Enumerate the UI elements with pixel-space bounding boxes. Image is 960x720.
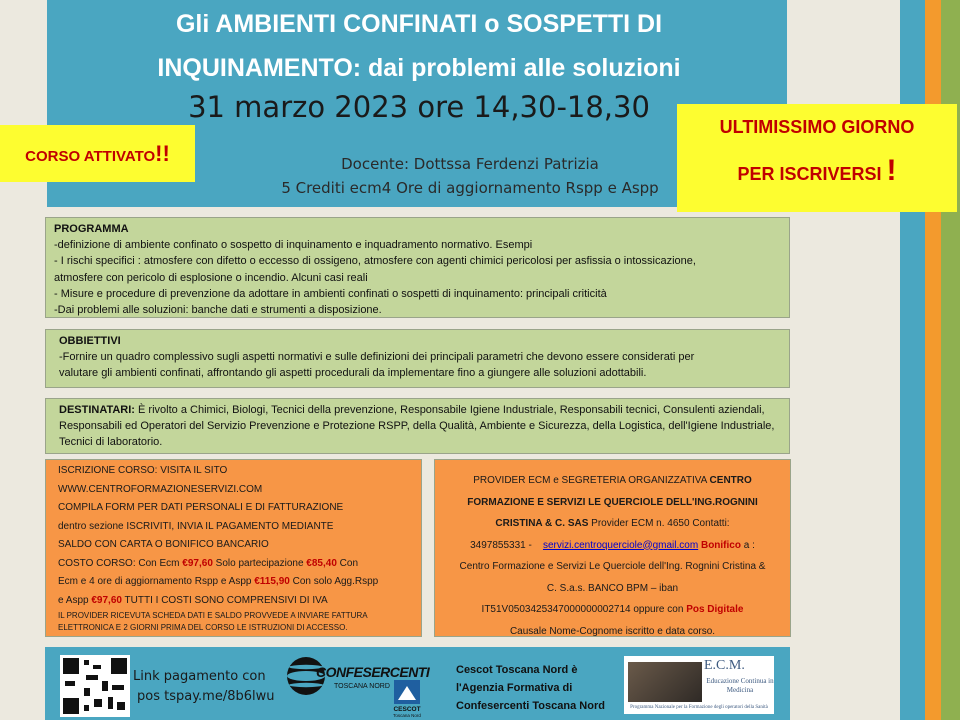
- corso-attivato-bang: !!: [155, 141, 170, 166]
- provider-name: CRISTINA & C. SAS: [495, 518, 589, 529]
- course-date: 31 marzo 2023 ore 14,30-18,30: [188, 90, 650, 124]
- programma-line: - I rischi specifici : atmosfere con difetto o eccesso di ossigeno, atmosfere con agenti chimici pericolosi per asfissia o intossicazione,: [54, 255, 696, 268]
- provider-text: a :: [740, 539, 755, 551]
- payment-link[interactable]: [133, 667, 283, 707]
- corso-attivato-label: CORSO ATTIVATO: [25, 148, 156, 165]
- ecm-photo-image: [628, 662, 702, 702]
- provider-text: Provider ECM n. 4650 Contatti:: [588, 518, 730, 529]
- cescot-description: [456, 661, 621, 715]
- ecm-bottom-text: Programma Nazionale per la Formazione degli operatori della Sanità: [630, 705, 768, 710]
- costo-line: [58, 555, 409, 574]
- programma-heading: PROGRAMMA: [54, 223, 129, 235]
- iscrizione-line: ISCRIZIONE CORSO: VISITA IL SITO: [58, 465, 228, 476]
- page-title: [60, 2, 778, 90]
- ecm-subtitle: Educazione Continua in Medicina: [706, 677, 774, 694]
- email-link[interactable]: servizi.centroquerciole@gmail.com: [542, 539, 699, 551]
- destinatari-text: È rivolto a Chimici, Biologi, Tecnici della prevenzione, Responsabile Igiene Industriale, Responsabili tecnici, Consulenti aziendali, Responsabili ed Operatori del Servizio Prevenzione e Protezione RSPP, della Qualità, Ambiente e Sicurezza, della Logistica, dell'Igiene Industriale, Tecnici di laboratorio.: [59, 404, 775, 449]
- provider-note: IL PROVIDER RICEVUTA SCHEDA DATI E SALDO PROVVEDE A INVIARE FATTURA: [58, 611, 368, 620]
- phone-number: 3497855331 -: [470, 539, 532, 551]
- provider-line: [445, 513, 780, 535]
- provider-note: ELETTRONICA E 2 GIORNI PRIMA DEL CORSO LE ISTRUZIONI DI ACCESSO.: [58, 623, 348, 632]
- payment-link-line: Link pagamento con: [133, 669, 266, 684]
- price-rspp: €97,60: [91, 594, 122, 606]
- obiettivi-line: valutare gli ambienti confinati, affrontando gli aspetti procedurali da implementare fino a giungere alle soluzioni adottabili.: [59, 367, 647, 380]
- payment-link-url[interactable]: pos tspay.me/8b6lwu: [137, 689, 275, 704]
- last-day-bang: !: [886, 154, 897, 187]
- cescot-sub: Toscana Nord: [393, 713, 421, 718]
- iscrizione-box: [45, 459, 422, 637]
- provider-line: Centro Formazione e Servizi Le Querciole dell'Ing. Rognini Cristina &: [459, 561, 766, 572]
- obiettivi-line: -Fornire un quadro complessivo sugli aspetti normativi e sulle definizioni dei principali parametri che devono essere considerati per: [59, 351, 695, 364]
- costo-text: TUTTI I COSTI SONO COMPRENSIVI DI IVA: [121, 594, 328, 606]
- costo-text: Con: [336, 557, 359, 569]
- costo-text: Ecm e 4 ore di aggiornamento Rspp e Aspp: [58, 576, 255, 587]
- provider-name: CENTRO: [709, 475, 752, 486]
- programma-box: [45, 217, 790, 318]
- programma-line: atmosfere con pericolo di esplosione o incendio. Alcuni casi reali: [54, 271, 368, 284]
- cescot-logo: [392, 678, 422, 718]
- cescot-name: CESCOT: [393, 706, 421, 713]
- costo-line: [58, 592, 409, 611]
- provider-line: Causale Nome-Cognome iscritto e data corso.: [509, 625, 716, 637]
- price-participation: €85,40: [306, 557, 337, 569]
- costo-text: Con solo Agg.Rspp: [289, 576, 379, 587]
- docente-text: Docente: Dottssa Ferdenzi Patrizia: [341, 155, 599, 173]
- crediti-text: 5 Crediti ecm4 Ore di aggiornamento Rspp e Aspp: [281, 179, 659, 197]
- costo-line: [58, 573, 409, 592]
- costo-text: COSTO CORSO: Con Ecm: [58, 557, 183, 569]
- contact-line: [445, 535, 780, 557]
- obiettivi-heading: OBBIETTIVI: [59, 335, 121, 347]
- programma-line: -definizione di ambiente confinato o sospetto di inquinamento e inquadramento normativo. Esempi: [54, 239, 533, 252]
- costo-text: Solo partecipazione: [212, 557, 307, 569]
- provider-name: FORMAZIONE E SERVIZI LE QUERCIOLE DELL'ING.ROGNINI: [467, 496, 758, 508]
- costo-text: e Aspp: [58, 594, 92, 606]
- ecm-title: E.C.M.: [704, 658, 745, 673]
- last-day-badge: [677, 104, 957, 212]
- title-line-1: Gli AMBIENTI CONFINATI o SOSPETTI DI: [175, 10, 663, 38]
- iban-text: IT51V0503425347000000002714 oppure con: [481, 604, 687, 615]
- iban-line: [445, 599, 780, 621]
- last-day-line-1: ULTIMISSIMO GIORNO: [719, 117, 915, 137]
- iscrizione-line: dentro sezione ISCRIVITI, INVIA IL PAGAMENTO MEDIANTE: [58, 520, 334, 532]
- pos-label: Pos Digitale: [686, 604, 744, 615]
- bonifico-label: Bonifico: [698, 539, 741, 551]
- provider-box: [434, 459, 791, 637]
- confesercenti-sub: TOSCANA NORD: [334, 683, 390, 690]
- destinatari-heading: DESTINATARI:: [59, 404, 135, 416]
- title-line-2: INQUINAMENTO: dai problemi alle soluzioni: [157, 54, 681, 82]
- obiettivi-box: [45, 329, 790, 388]
- price-ecm-rspp: €115,90: [254, 576, 290, 587]
- programma-line: - Misure e procedure di prevenzione da adottare in ambienti confinati o sospetti di inquinamento: principali criticità: [54, 287, 607, 300]
- last-day-line-2: PER ISCRIVERSI: [737, 164, 882, 184]
- cescot-line: l'Agenzia Formativa di: [456, 682, 573, 694]
- cescot-line: Cescot Toscana Nord è: [456, 664, 578, 676]
- website-link[interactable]: WWW.CENTROFORMAZIONESERVIZI.COM: [58, 483, 263, 495]
- provider-line: C. S.a.s. BANCO BPM – iban: [546, 582, 679, 594]
- provider-text: PROVIDER ECM e SEGRETERIA ORGANIZZATIVA: [473, 475, 710, 486]
- price-ecm: €97,60: [182, 557, 213, 569]
- cescot-line: Confesercenti Toscana Nord: [456, 700, 605, 712]
- programma-line: -Dai problemi alle soluzioni: banche dati e strumenti a disposizione.: [54, 304, 382, 317]
- destinatari-box: [45, 398, 790, 454]
- confesercenti-name: CONFESERCENTI: [316, 664, 430, 680]
- provider-line: [445, 470, 780, 492]
- iscrizione-line: COMPILA FORM PER DATI PERSONALI E DI FATTURAZIONE: [58, 502, 344, 513]
- iscrizione-line: SALDO CON CARTA O BONIFICO BANCARIO: [58, 539, 269, 550]
- corso-attivato-badge: [0, 125, 195, 182]
- qr-code-icon[interactable]: [60, 655, 130, 717]
